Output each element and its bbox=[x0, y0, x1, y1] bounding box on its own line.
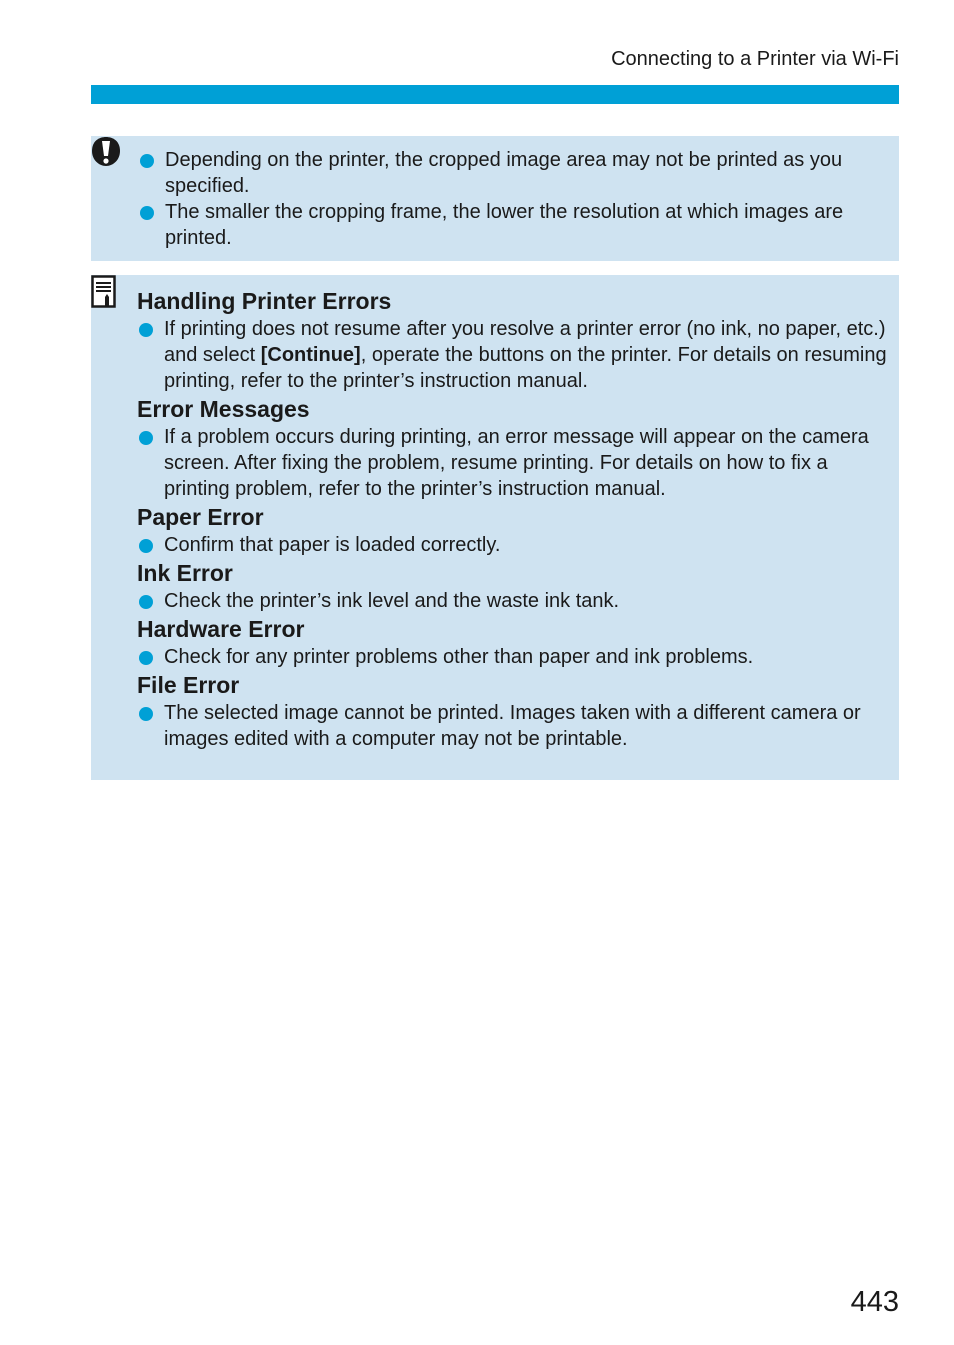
header-bar bbox=[91, 85, 899, 104]
bullet-list bbox=[137, 644, 889, 670]
item-text-before: If printing does not resume after you resolve a printer error (no ink, no paper, etc.) and select bbox=[164, 318, 886, 366]
memo-icon bbox=[91, 275, 119, 309]
memo-box bbox=[91, 275, 899, 780]
bullet-list bbox=[137, 424, 889, 502]
section-heading: Hardware Error bbox=[137, 616, 305, 642]
section-hardware-error bbox=[137, 614, 889, 670]
bullet-list bbox=[137, 588, 889, 614]
bullet-icon bbox=[139, 539, 153, 553]
bullet-list bbox=[137, 700, 889, 752]
continue-term: [Continue] bbox=[260, 344, 361, 366]
bullet-icon bbox=[139, 707, 153, 721]
item-text: Confirm that paper is loaded correctly. bbox=[164, 534, 501, 556]
section-heading: Error Messages bbox=[137, 396, 310, 422]
list-item bbox=[138, 199, 879, 251]
section-paper-error bbox=[137, 502, 889, 558]
list-item bbox=[137, 588, 889, 614]
section-error-messages bbox=[137, 394, 889, 502]
bullet-icon bbox=[139, 323, 153, 337]
caution-box bbox=[91, 136, 899, 261]
bullet-icon bbox=[139, 595, 153, 609]
section-ink-error bbox=[137, 558, 889, 614]
item-text: Check for any printer problems other than paper and ink problems. bbox=[164, 646, 754, 668]
section-heading: Handling Printer Errors bbox=[137, 288, 392, 314]
item-text: The selected image cannot be printed. Images taken with a different camera or images edited with a computer may not be printable. bbox=[164, 702, 861, 750]
bullet-list bbox=[137, 316, 889, 394]
running-head: Connecting to a Printer via Wi-Fi bbox=[611, 48, 899, 70]
bullet-icon bbox=[139, 651, 153, 665]
section-heading: Paper Error bbox=[137, 504, 264, 530]
list-item bbox=[137, 644, 889, 670]
caution-list bbox=[138, 147, 879, 251]
bullet-icon bbox=[140, 206, 154, 220]
caution-icon bbox=[91, 136, 121, 168]
list-item bbox=[137, 532, 889, 558]
section-handling-printer-errors bbox=[137, 286, 889, 394]
section-heading: File Error bbox=[137, 672, 240, 698]
bullet-icon bbox=[140, 154, 154, 168]
caution-text: The smaller the cropping frame, the lower the resolution at which images are printed. bbox=[165, 201, 844, 249]
list-item bbox=[137, 316, 889, 394]
section-file-error bbox=[137, 670, 889, 752]
list-item bbox=[138, 147, 879, 199]
item-text: Check the printer’s ink level and the waste ink tank. bbox=[164, 590, 620, 612]
item-text: If a problem occurs during printing, an error message will appear on the camera screen. After fixing the problem, resume printing. For details on how to fix a printing problem, refer to the printer’s instruction manual. bbox=[164, 426, 869, 500]
caution-text: Depending on the printer, the cropped image area may not be printed as you specified. bbox=[165, 149, 843, 197]
bullet-list bbox=[137, 532, 889, 558]
item-text-after: , operate the buttons on the printer. For details on resuming printing, refer to the printer’s instruction manual. bbox=[164, 344, 887, 392]
list-item bbox=[137, 424, 889, 502]
section-heading: Ink Error bbox=[137, 560, 233, 586]
page-number: 443 bbox=[850, 1286, 899, 1318]
bullet-icon bbox=[139, 431, 153, 445]
list-item bbox=[137, 700, 889, 752]
